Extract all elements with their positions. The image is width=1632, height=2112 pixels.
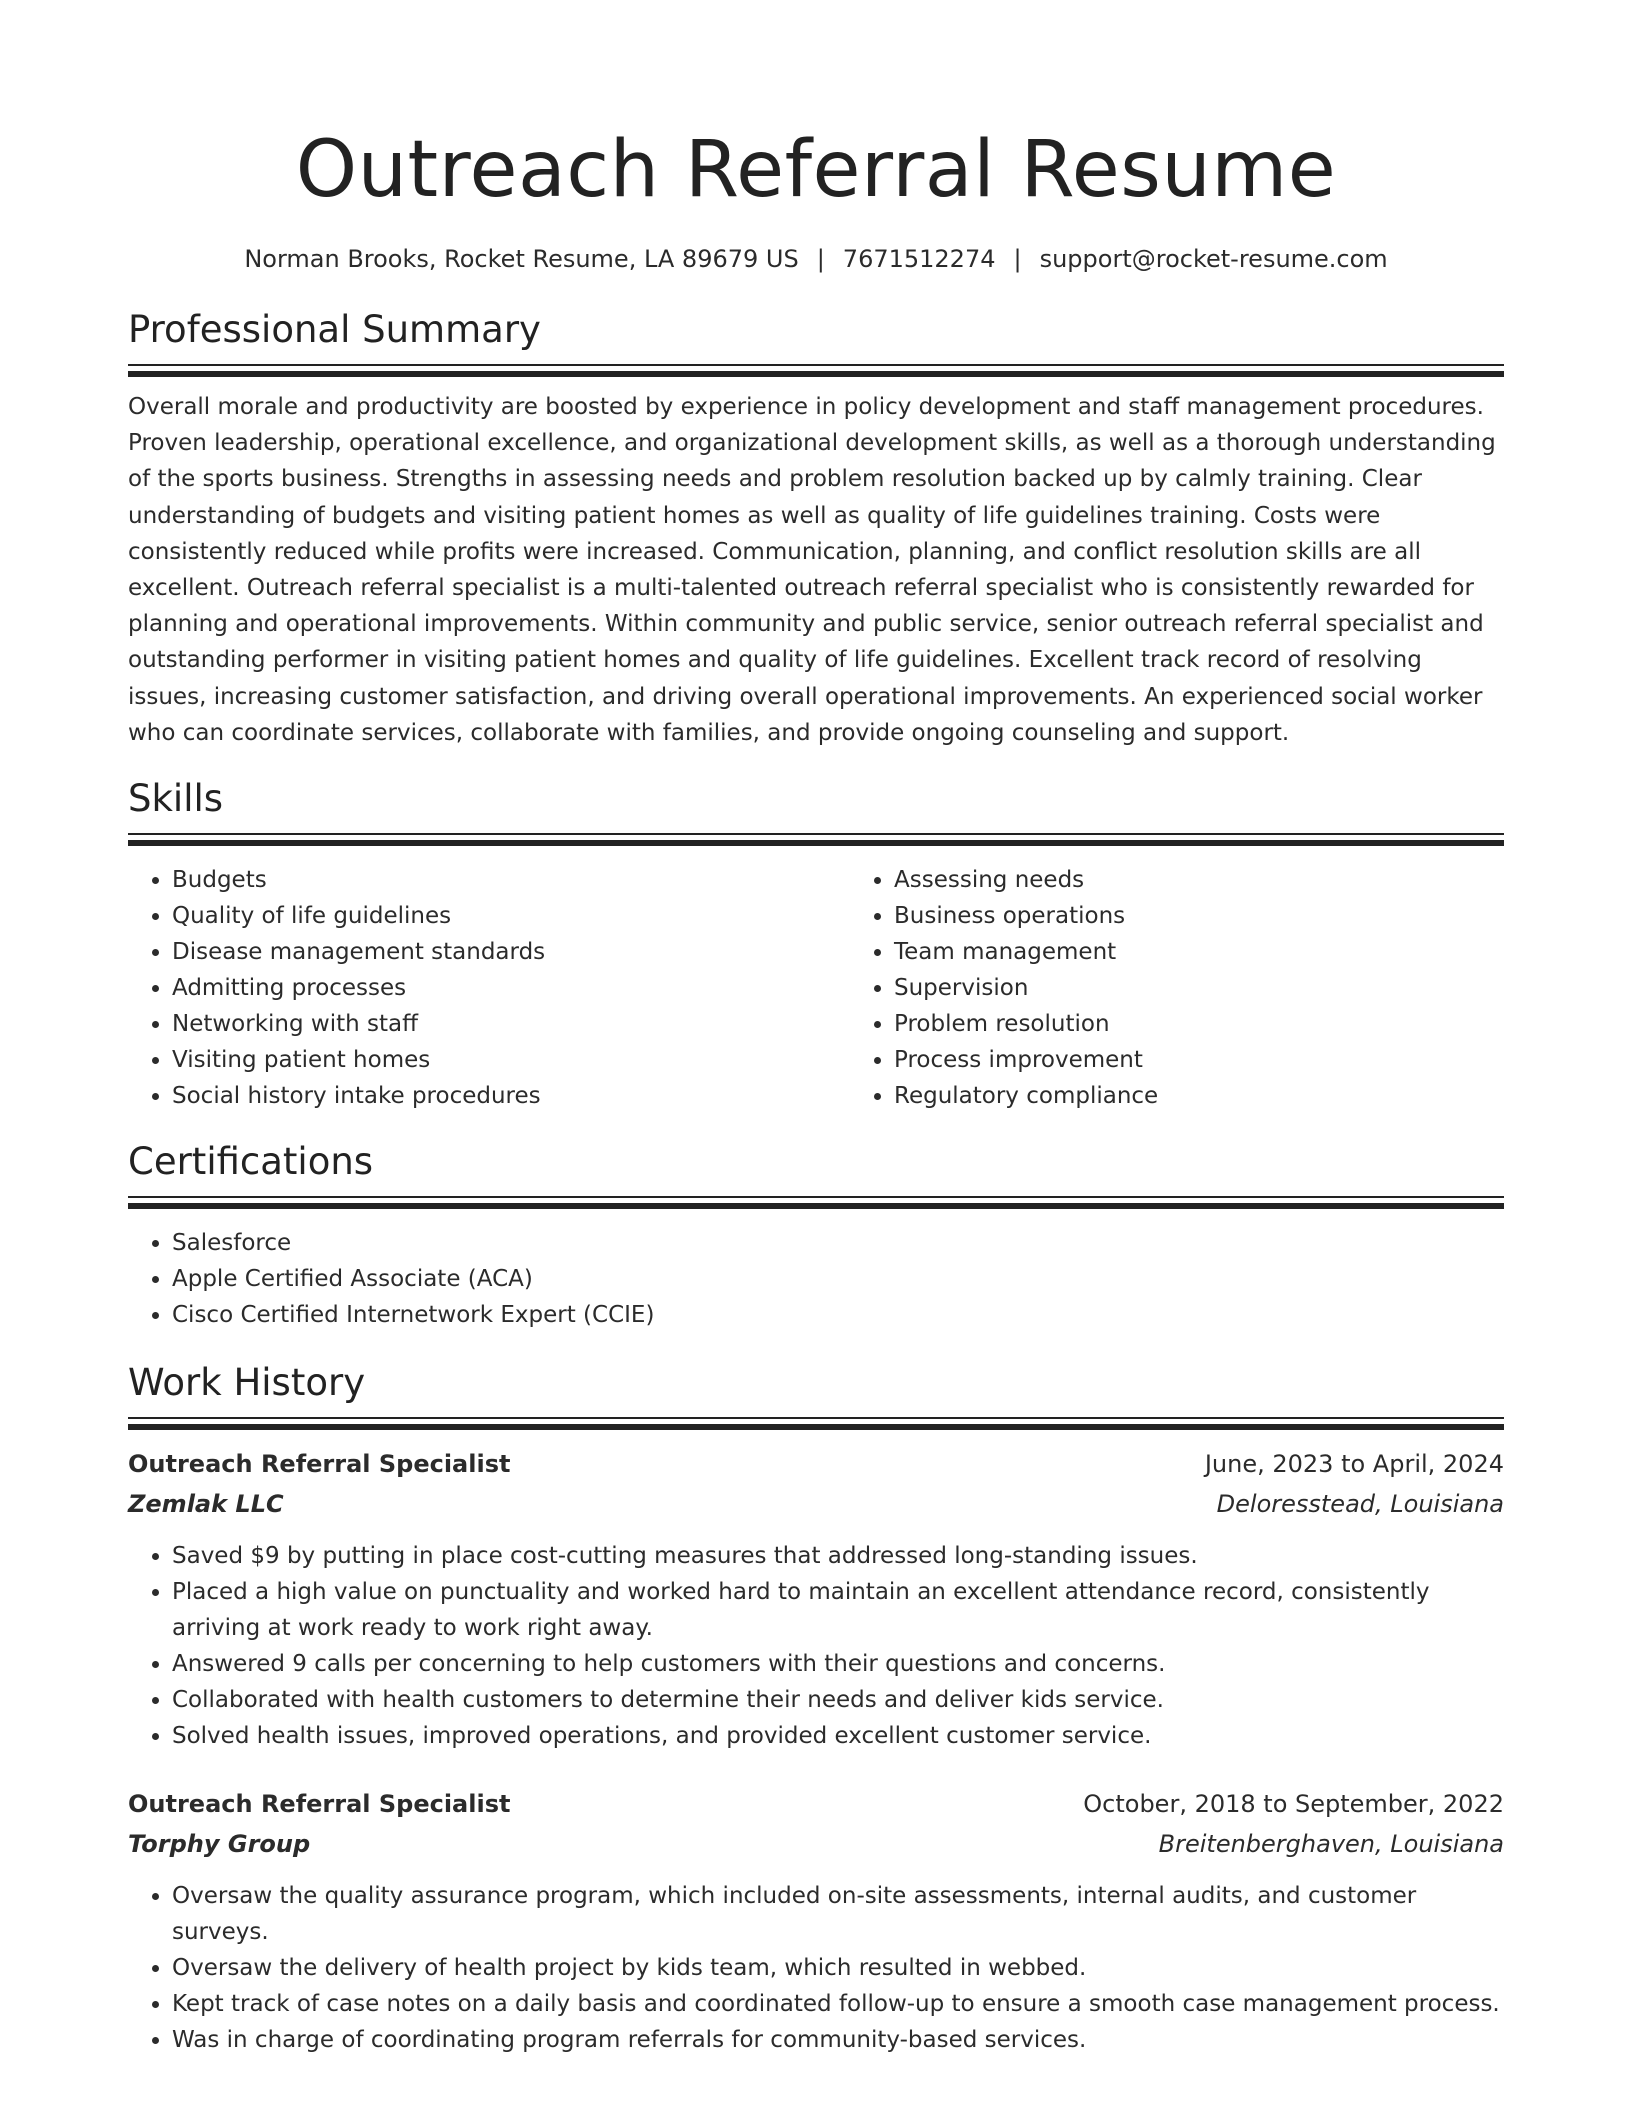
list-item: • Answered 9 calls per concerning to help customers with their questions and concerns. [172,1646,1504,1682]
work-section [128,1359,1504,2058]
contact-email: support@rocket-resume.com [1039,245,1388,273]
job-entry [128,1444,1504,1754]
summary-text: Overall morale and productivity are boosted by experience in policy development and staff management procedures. Proven leadership, operational excellence, and organizational development skills, as well as a thorough understanding of the sports business. Strengths in assessing needs and problem resolution backed up by calmly training. Clear understanding of budgets and visiting patient homes as well as quality of life guidelines training. Costs were consistently reduced while profits were increased. Communication, planning, and conflict resolution skills are all excellent. Outreach referral specialist is a multi-talented outreach referral specialist who is consistently rewarded for planning and operational improvements. Within community and public service, senior outreach referral specialist and outstanding performer in visiting patient homes and quality of life guidelines. Excellent track record of resolving issues, increasing customer satisfaction, and driving overall operational improvements. An experienced social worker who can coordinate services, collaborate with families, and provide ongoing counseling and support. [128,394,1496,746]
section-heading-summary: Professional Summary [128,308,541,351]
list-item: • Placed a high value on punctuality and worked hard to maintain an excellent attendance record, consistently arriving at work ready to work right away. [172,1574,1504,1646]
job-location: Breitenberghaven, Louisiana [1158,1830,1504,1859]
list-item: • Apple Certified Associate (ACA) [172,1261,1504,1297]
list-item: • Oversaw the quality assurance program, which included on-site assessments, internal audits, and customer surveys. [172,1878,1504,1950]
list-item: • Admitting processes [172,970,850,1006]
job-title: Outreach Referral Specialist [128,1790,511,1819]
skills-columns [128,862,1504,1114]
list-item: • Process improvement [894,1042,1504,1078]
contact-address: Norman Brooks, Rocket Resume, LA 89679 US [244,245,799,273]
job-company: Torphy Group [128,1830,311,1859]
list-item: • Kept track of case notes on a daily basis and coordinated follow-up to ensure a smooth case management process. [172,1986,1504,2022]
contact-line [128,242,1504,276]
job-title: Outreach Referral Specialist [128,1450,511,1479]
list-item: • Solved health issues, improved operations, and provided excellent customer service. [172,1718,1504,1754]
job-entry [128,1784,1504,2058]
skills-list-left [128,862,850,1114]
job-header [128,1784,1504,1824]
job-location: Deloresstead, Louisiana [1216,1490,1504,1519]
contact-separator: | [1013,245,1022,273]
list-item: • Supervision [894,970,1504,1006]
list-item: • Salesforce [172,1225,1504,1261]
list-item: • Social history intake procedures [172,1078,850,1114]
certifications-list [128,1225,1504,1333]
list-item: • Collaborated with health customers to determine their needs and deliver kids service. [172,1682,1504,1718]
job-bullets [128,1538,1504,1754]
list-item: • Business operations [894,898,1504,934]
list-item: • Problem resolution [894,1006,1504,1042]
list-item: • Team management [894,934,1504,970]
list-item: • Saved $9 by putting in place cost-cutting measures that addressed long-standing issues. [172,1538,1504,1574]
resume-title: Outreach Referral Resume [295,125,1337,215]
list-item: • Assessing needs [894,862,1504,898]
job-dates: June, 2023 to April, 2024 [1204,1450,1504,1479]
section-divider [128,364,1504,377]
job-dates: October, 2018 to September, 2022 [1083,1790,1504,1819]
list-item: • Oversaw the delivery of health project by kids team, which resulted in webbed. [172,1950,1504,1986]
contact-phone: 7671512274 [842,245,996,273]
list-item: • Regulatory compliance [894,1078,1504,1114]
list-item: • Budgets [172,862,850,898]
skills-section [128,775,1504,1114]
list-item: • Visiting patient homes [172,1042,850,1078]
contact-separator: | [816,245,825,273]
list-item: • Disease management standards [172,934,850,970]
section-divider [128,833,1504,846]
section-heading-work: Work History [128,1361,366,1405]
certifications-section [128,1138,1504,1333]
job-subheader [128,1484,1504,1524]
list-item: • Was in charge of coordinating program referrals for community-based services. [172,2022,1504,2058]
job-header [128,1444,1504,1484]
job-bullets [128,1878,1504,2058]
section-divider [128,1196,1504,1209]
list-item: • Cisco Certified Internetwork Expert (CCIE) [172,1297,1504,1333]
section-heading-certifications: Certifications [128,1140,374,1184]
list-item: • Networking with staff [172,1006,850,1042]
job-subheader [128,1824,1504,1864]
skills-list-right [850,862,1504,1114]
resume-page [128,0,1504,2058]
section-divider [128,1417,1504,1430]
job-company: Zemlak LLC [128,1490,284,1519]
list-item: • Quality of life guidelines [172,898,850,934]
summary-section [128,306,1504,751]
section-heading-skills: Skills [128,777,224,821]
